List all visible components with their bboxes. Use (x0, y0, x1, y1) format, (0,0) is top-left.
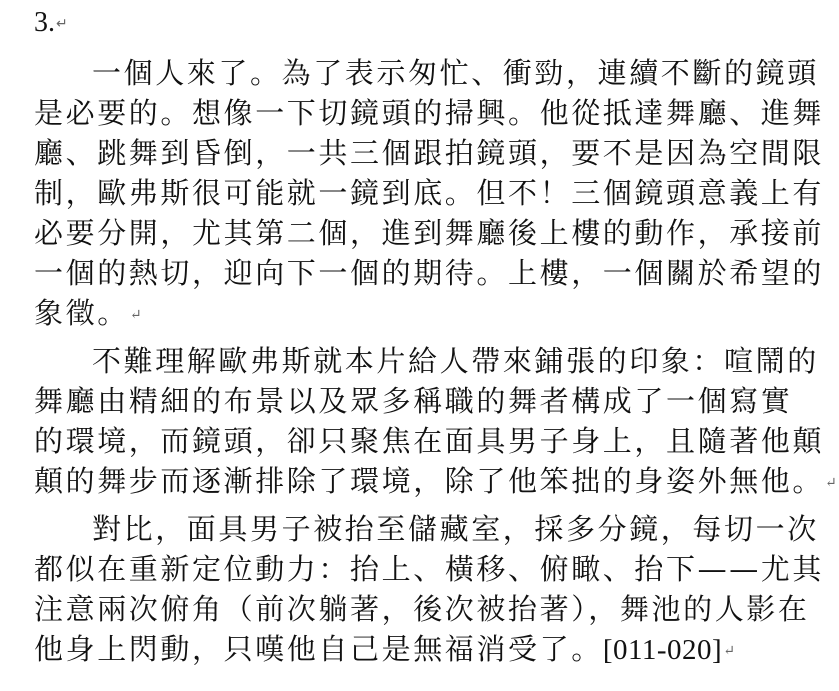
section-number (34, 6, 68, 42)
paragraph-2-line-4-text: 顛的舞步而逐漸排除了環境，除了他笨拙的身姿外無他。 (34, 464, 825, 498)
paragraph-3-line-1: 對比，面具男子被抬至儲藏室，採多分鏡，每切一次 (92, 512, 819, 546)
paragraph-mark-icon: ↵ (723, 643, 738, 659)
paragraph-3-line-4-text: 他身上閃動，只嘆他自己是無福消受了。 (34, 632, 603, 666)
reference-code: [011-020] (602, 634, 723, 666)
paragraph-3-line-2: 都似在重新定位動力：抬上、橫移、俯瞰、抬下——尤其 (34, 552, 825, 586)
paragraph-1-line-3: 廳、跳舞到昏倒，一共三個跟拍鏡頭，要不是因為空間限 (34, 136, 825, 170)
paragraph-2-line-3: 的環境，而鏡頭，卻只聚焦在面具男子身上，且隨著他顛 (34, 424, 825, 458)
paragraph-2-line-4 (34, 462, 839, 502)
paragraph-1-line-2: 是必要的。想像一下切鏡頭的掃興。他從抵達舞廳、進舞 (34, 96, 825, 130)
paragraph-1-line-5: 必要分開，尤其第二個，進到舞廳後上樓的動作，承接前 (34, 216, 825, 250)
paragraph-2-line-1: 不難理解歐弗斯就本片給人帶來鋪張的印象：喧鬧的 (92, 344, 819, 378)
paragraph-3-line-3: 注意兩次俯角（前次躺著，後次被抬著），舞池的人影在 (34, 592, 810, 626)
paragraph-1-line-6: 一個的熱切，迎向下一個的期待。上樓，一個關於希望的 (34, 256, 825, 290)
paragraph-1-line-1: 一個人來了。為了表示匆忙、衝勁，連續不斷的鏡頭 (92, 56, 819, 90)
paragraph-1-line-4: 制，歐弗斯很可能就一鏡到底。但不！三個鏡頭意義上有 (34, 176, 825, 210)
paragraph-mark-icon: ↵ (825, 475, 839, 491)
paragraph-1-line-7 (34, 294, 744, 334)
paragraph-mark-icon: ↵ (129, 307, 145, 323)
paragraph-mark-icon: ↵ (56, 16, 68, 32)
paragraph-1-line-7-text: 象徵。 (34, 296, 129, 330)
paragraph-2-line-2: 舞廳由精細的布景以及眾多稱職的舞者構成了一個寫實 (34, 384, 793, 418)
paragraph-3-line-4 (34, 630, 744, 670)
section-number-text: 3. (34, 7, 55, 38)
